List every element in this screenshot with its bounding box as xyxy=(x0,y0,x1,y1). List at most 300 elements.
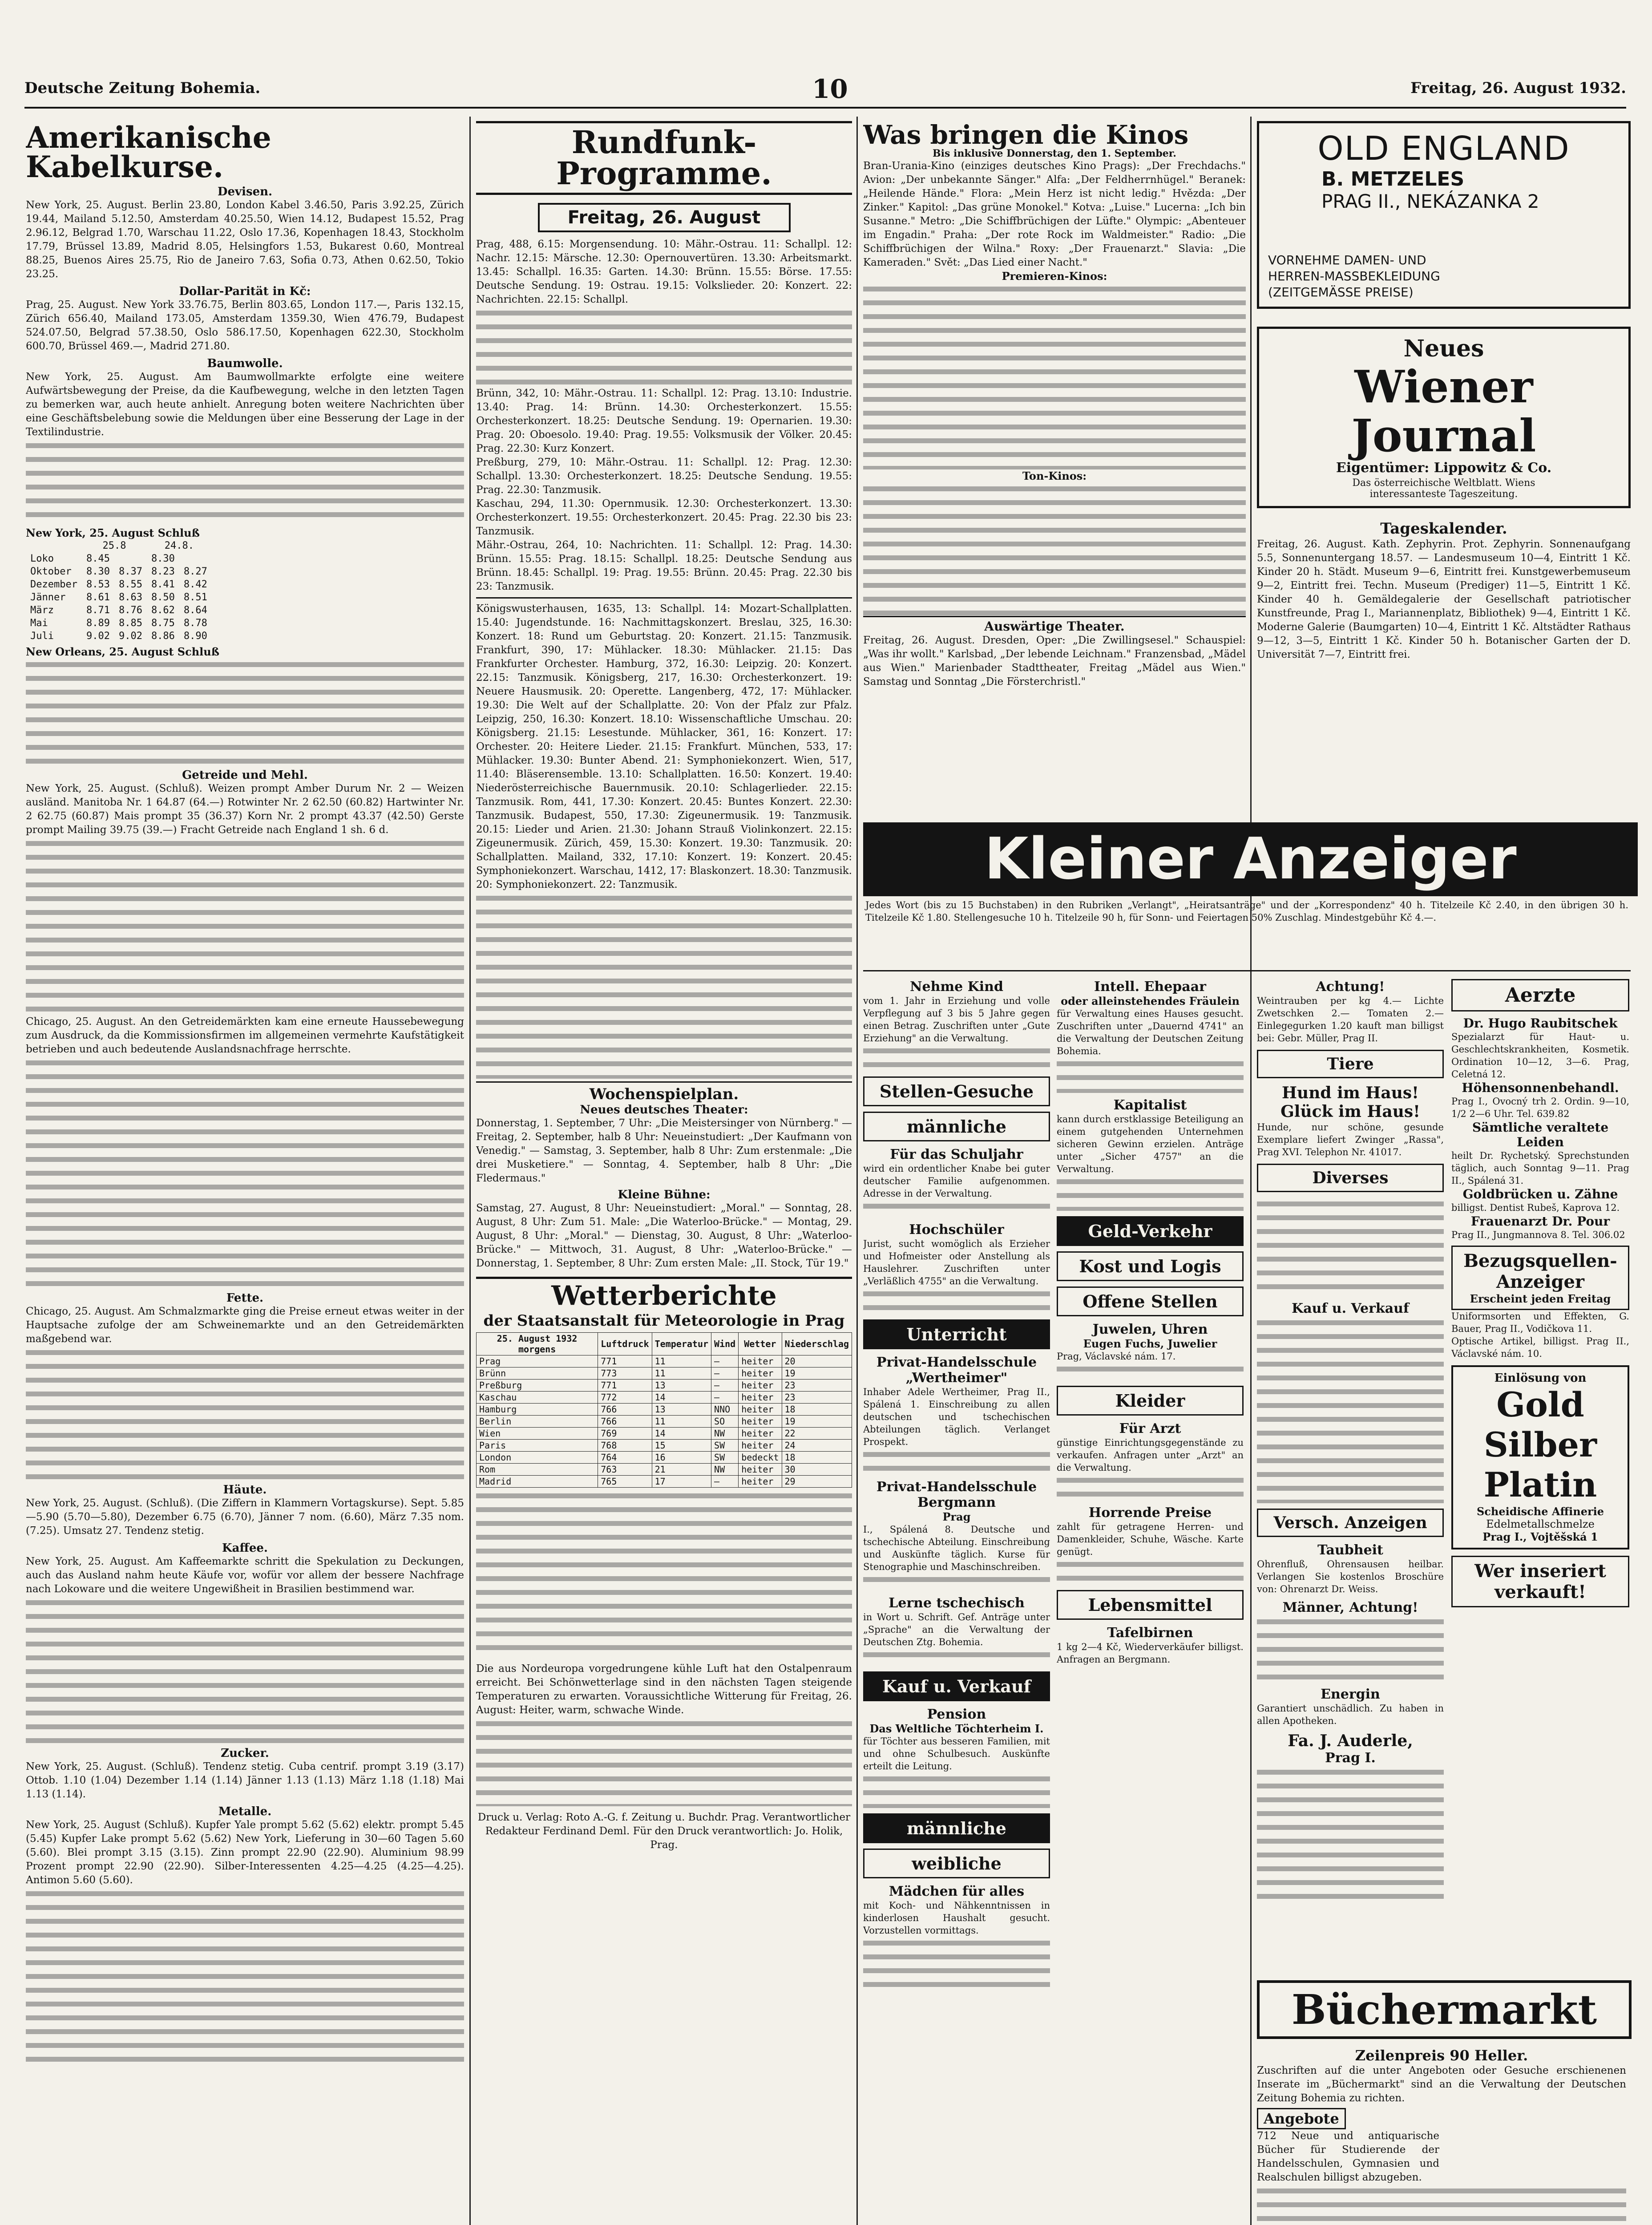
column-kinos xyxy=(863,117,1246,811)
subheading: Neues deutsches Theater: xyxy=(580,1103,748,1117)
ad-text: zahlt für getragene Herren- und Damenkleider, Schuhe, Wäsche. Karte genügt. xyxy=(1057,1521,1244,1557)
column-header: Niederschlag xyxy=(782,1333,852,1355)
ad-title: Kauf u. Verkauf xyxy=(1292,1301,1409,1316)
ad-text: für Verwaltung eines Hauses gesucht. Zuschriften unter „Dauernd 4741" an die Verwaltung der Deutschen Zeitung Bohemia. xyxy=(1057,1008,1244,1056)
table-cell xyxy=(179,552,212,565)
ad-title: Höhensonnenbehandl. xyxy=(1462,1080,1619,1095)
subheading: Kleine Bühne: xyxy=(618,1188,711,1202)
table-cell: 9.02 xyxy=(118,631,142,642)
table-cell: 8.89 xyxy=(86,618,110,629)
table-cell: — xyxy=(711,1476,739,1488)
rubric-box: männliche xyxy=(863,1112,1050,1141)
ad-title: Nehme Kind xyxy=(910,979,1003,995)
column-rule xyxy=(1250,117,1252,2225)
table-row xyxy=(477,1452,852,1464)
column-header: Luftdruck xyxy=(598,1333,652,1355)
ad-wiener-journal xyxy=(1257,327,1631,508)
table-cell: 11 xyxy=(652,1416,711,1428)
ad-owner: Eigentümer: Lippowitz & Co. xyxy=(1336,460,1552,476)
table-row xyxy=(477,1404,852,1416)
table-row xyxy=(477,1367,852,1380)
subheading: Devisen. xyxy=(217,185,273,198)
ad-text: Prag I., Ovocný trh 2. Ordin. 9—10, 1/2 2—6 Uhr. Tel. 639.82 xyxy=(1451,1096,1629,1119)
ad-block xyxy=(1257,1766,1444,1899)
ad-platin: Platin xyxy=(1483,1465,1597,1505)
ad-silber: Silber xyxy=(1483,1425,1597,1464)
ad-title: Für Arzt xyxy=(1119,1421,1181,1436)
table-cell: 11 xyxy=(652,1367,711,1380)
table-cell: 19 xyxy=(782,1416,852,1428)
weather-title: Wetterberichte xyxy=(551,1280,777,1311)
ad-block xyxy=(863,1044,1050,1071)
table-row xyxy=(477,1380,852,1392)
text-block xyxy=(1257,2185,1626,2225)
ad-block xyxy=(863,1573,1050,1591)
article-text: New York, 25. August. (Schluß). Tendenz stetig. Cuba centrif. prompt 3.19 (3.17) Ottob. 1.10 (1.04) Dezember 1.14 (1.14) Jänner 1.13 (1.13) März 1.18 (1.18) Mai 1.13 (1.14). xyxy=(26,1761,464,1800)
subheading: Wochenspielplan. xyxy=(476,1081,852,1103)
table-cell: 8.30 xyxy=(86,566,110,577)
text-block xyxy=(476,892,852,1079)
text-block xyxy=(26,1056,464,1288)
theater-text: Freitag, 26. August. Dresden, Oper: „Die Zwillingsesel." Schauspiel: „Was ihr wollt." Karlsbad, „Der lebende Leichnam." Franzensbad, „Mädel aus Wien." Marienbader Stadttheater, Freitag „Mädel aus Wien." Samstag und Sonntag „Die Försterchristl." xyxy=(863,635,1246,688)
ad-title: Wiener Journal xyxy=(1351,360,1536,462)
program-ostrau: Mähr.-Ostrau, 264, 10: Nachrichten. 11: Schallpl. 12: Prag. 14.30: Brünn. 15.55: Prag. 18.15: Schallpl. 18.25: Deutsche Sendung aus Brünn. 18.45: Schallpl. 19: Prag. 19.55: Brünn. 20.45: Prag. 22.30 bis 23: Tanzmusik. xyxy=(476,539,852,592)
angebote-label: Angebote xyxy=(1257,2108,1346,2129)
table-cell: 23 xyxy=(782,1380,852,1392)
column-right-top xyxy=(1257,117,1631,811)
table-cell: 30 xyxy=(782,1464,852,1476)
table-cell: heiter xyxy=(739,1392,782,1404)
header-paper-name: Deutsche Zeitung Bohemia. xyxy=(24,79,261,97)
table-cell: NW xyxy=(711,1464,739,1476)
table-row xyxy=(477,1428,852,1440)
table-row xyxy=(26,591,212,604)
table-cell: heiter xyxy=(739,1404,782,1416)
station-name: Brünn xyxy=(477,1367,598,1380)
row-label: Dezember xyxy=(30,579,77,590)
classified-ad xyxy=(863,1884,1050,1990)
ad-title: Kapitalist xyxy=(1113,1097,1187,1113)
ad-text: für Töchter aus besseren Familien, mit und ohne Schulbesuch. Auskünfte erteilt die Leitung. xyxy=(863,1736,1050,1772)
ad-address: Prag I., Vojtěšská 1 xyxy=(1482,1530,1598,1543)
table-cell: 13 xyxy=(652,1380,711,1392)
column-header: Wetter xyxy=(739,1333,782,1355)
bezug-subtitle: Erscheint jeden Freitag xyxy=(1470,1292,1611,1305)
program-prag: Prag, 488, 6.15: Morgensendung. 10: Mähr.-Ostrau. 11: Schallpl. 12: Nachr. 12.15: Märsche. 12.30: Opernouvertüren. 13.30: Arbeitsmarkt. 13.45: Schallpl. 16.35: Garten. 14.30: Brünn. 15.55: Börse. 17.55: Deutsche Sendung. 19: Ostrau. 19.15: Volkslieder. 20: Konzert. 22: Nachrichten. 22.15: Schallpl. xyxy=(476,239,852,305)
table-row xyxy=(477,1464,852,1476)
ad-text: wird ein ordentlicher Knabe bei guter deutscher Familie aufgenommen. Adresse in der Verwaltung. xyxy=(863,1163,1050,1199)
ad-text: Weintrauben per kg 4.— Lichte Zwetschken 2.— Tomaten 2.— Einlegegurken 1.20 kauft man billigst bei: Gebr. Müller, Prag II. xyxy=(1257,995,1444,1044)
table-cell: 14 xyxy=(652,1392,711,1404)
table-cell: heiter xyxy=(739,1367,782,1380)
ad-block xyxy=(1057,1474,1244,1501)
ad-company: Scheidische Affinerie xyxy=(1476,1505,1604,1518)
table-cell: 8.30 xyxy=(151,553,175,564)
text-block xyxy=(26,1596,464,1743)
table-cell: 771 xyxy=(598,1355,652,1367)
table-cell: 29 xyxy=(782,1476,852,1488)
column-header: 24.8. xyxy=(164,540,194,551)
text-block xyxy=(476,1717,852,1806)
ad-title: Intell. Ehepaar xyxy=(1094,979,1206,995)
table-cell: 8.78 xyxy=(183,618,207,629)
classified-ad xyxy=(863,1707,1050,1808)
article-text: Prag, 25. August. New York 33.76.75, Berlin 803.65, London 117.—, Paris 132.15, Zürich 656.40, Mailand 173.05, Amsterdam 1359.30, Wien 476.79, Budapest 524.07.50, Belgrad 57.38.50, Oslo 586.17.50, Kopenhagen 622.30, Stockholm 600.70, Brüssel 469.—, Madrid 271.80. xyxy=(26,299,464,352)
column-header: Wind xyxy=(711,1333,739,1355)
rubric-box: Kost und Logis xyxy=(1057,1251,1244,1281)
ad-title: Für das Schuljahr xyxy=(890,1147,1023,1162)
article-text: Donnerstag, 1. September, 7 Uhr: „Die Meistersinger von Nürnberg." — Freitag, 2. September, halb 8 Uhr: Neueinstudiert: „Der Kaufmann von Venedig." — Samstag, 3. September, halb 8 Uhr: Zum erstenmale: „Die drei Musketiere." — Sonntag, 4. September, halb 8 Uhr: „Die Fledermaus." xyxy=(476,1117,852,1184)
article-text: New York, 25. August. (Schluß). Weizen prompt Amber Durum Nr. 2 — Weizen ausländ. Manitoba Nr. 1 64.87 (64.—) Rotwinter Nr. 2 62.50 (60.82) Hartwinter Nr. 2 62.75 (60.87) Mais prompt 35 (36.37) Korn Nr. 2 prompt 43.37 (42.50) Gerste prompt Mailing 39.75 (39.—) Fracht Getreide nach England 1 sh. 6 d. xyxy=(26,783,464,836)
classified-ad xyxy=(863,1147,1050,1218)
table-cell: heiter xyxy=(739,1428,782,1440)
table-cell: 21 xyxy=(652,1464,711,1476)
ad-text: Hunde, nur schöne, gesunde Exemplare liefert Zwinger „Rassa", Prag XVI. Telephon Nr. 41017. xyxy=(1257,1122,1444,1157)
ad-text: billigst. Dentist Rubeš, Kaprova 12. xyxy=(1451,1202,1620,1213)
angebote-text: 712 Neue und antiquarische Bücher für Studierende der Handelsschulen, Gymnasien und Realschulen billigst abzugeben. xyxy=(1257,2130,1439,2183)
row-label: Mai xyxy=(30,618,48,629)
table-cell xyxy=(114,552,147,565)
subheading: Bis inklusive Donnerstag, den 1. September. xyxy=(933,148,1176,159)
table-cell: — xyxy=(711,1380,739,1392)
program-kaschau: Kaschau, 294, 11.30: Opernmusik. 12.30: Orchesterkonzert. 13.30: Orchesterkonzert. 19.55: Orchesterkonzert. 20.45: Prag. 22.30 bis 23: Tanzmusik. xyxy=(476,498,852,537)
ad-text: vom 1. Jahr in Erziehung und volle Verpflegung auf 3 bis 5 Jahre gegen einen Betrag. Zuschriften unter „Gute Erziehung" an die Verwaltung. xyxy=(863,995,1050,1044)
rubric-box: Offene Stellen xyxy=(1057,1286,1244,1316)
table-row xyxy=(26,630,212,643)
table-cell: 19 xyxy=(782,1367,852,1380)
ad-text: in Wort u. Schrift. Gef. Anträge unter „Sprache" an die Verwaltung der Deutschen Ztg. Bohemia. xyxy=(863,1612,1050,1647)
rubric-box xyxy=(1451,1246,1629,1310)
ad-title: Energin xyxy=(1321,1687,1380,1702)
subheading: Fette. xyxy=(226,1291,264,1305)
ad-top: Neues xyxy=(1403,335,1484,362)
article-text: Chicago, 25. August. An den Getreidemärkten kam eine erneute Haussebewegung zum Ausdruck, da die Kommissionsfirmen im allgemeinen vermehrte Kaufstätigkeit betrieben und auch bedeutende Auslandsnachfrage herrschte. xyxy=(26,1016,464,1055)
table-cell: 8.86 xyxy=(151,631,175,642)
ad-block xyxy=(863,1448,1050,1475)
kleiner-anzeiger-banner: Kleiner Anzeiger xyxy=(863,822,1638,896)
table-cell: 771 xyxy=(598,1380,652,1392)
ad-title: OLD ENGLAND xyxy=(1317,129,1570,168)
table-row xyxy=(477,1355,852,1367)
row-label: März xyxy=(30,605,54,616)
table-cell: heiter xyxy=(739,1440,782,1452)
tariff-text: Jedes Wort (bis zu 15 Buchstaben) in den Rubriken „Verlangt", „Heiratsanträge" und der „Korrespondenz" 40 h. Titelzeile Kč 2.40, in den übrigen 30 h. Titelzeile Kč 1.80. Stellengesuche 10 h. Titelzeile 90 h, für Sonn- und Feiertagen 50% Zuschlag. Mindestgebühr Kč 4.—. xyxy=(865,900,1628,923)
ad-title: Horrende Preise xyxy=(1088,1505,1212,1521)
station-name: Preßburg xyxy=(477,1380,598,1392)
rubric-box: Tiere xyxy=(1257,1050,1444,1078)
ad-title: Lerne tschechisch xyxy=(889,1595,1025,1611)
table-cell: 24 xyxy=(782,1440,852,1452)
classified-ad xyxy=(1057,1322,1244,1380)
table-row xyxy=(26,617,212,630)
ad-block xyxy=(863,1772,1050,1808)
ad-title: Hund im Haus! Glück im Haus! xyxy=(1280,1084,1420,1121)
bezug-title: Bezugsquellen-Anzeiger xyxy=(1463,1250,1617,1292)
ad-text: Jurist, sucht womöglich als Erzieher und Hofmeister oder Anstellung als Hauslehrer. Zuschriften unter „Verläßlich 4755" an die Verwaltung. xyxy=(863,1238,1050,1286)
ad-title: Tafelbirnen xyxy=(1107,1625,1193,1641)
table-cell: 763 xyxy=(598,1464,652,1476)
table-cell: 8.76 xyxy=(118,605,142,616)
table-block xyxy=(26,658,464,765)
broadcast-date: Freitag, 26. August xyxy=(538,203,791,232)
ad-block xyxy=(863,1648,1050,1666)
section-title: Rundfunk-Programme. xyxy=(556,124,772,192)
column-header: Temperatur xyxy=(652,1333,711,1355)
table-cell: heiter xyxy=(739,1464,782,1476)
divider xyxy=(476,597,852,599)
station-name: Madrid xyxy=(477,1476,598,1488)
table-row xyxy=(26,604,212,617)
table-cell: NNO xyxy=(711,1404,739,1416)
weather-subtitle: der Staatsanstalt für Meteorologie in Prag xyxy=(483,1312,845,1330)
station-name: London xyxy=(477,1452,598,1464)
ad-text: mit Koch- und Nähkenntnissen in kinderlosen Haushalt gesucht. Vorzustellen vormittags. xyxy=(863,1900,1050,1936)
table-cell: 8.61 xyxy=(86,592,110,603)
ad-text: günstige Einrichtungsgegenstände zu verkaufen. Anfragen unter „Arzt" an die Verwaltung. xyxy=(1057,1437,1244,1473)
text-block xyxy=(476,307,852,387)
ad-text: Ohrenfluß, Ohrensausen heilbar. Verlangen Sie kostenlos Broschüre von: Ohrenarzt Dr. Weiss. xyxy=(1257,1559,1444,1594)
ad-top: Einlösung von xyxy=(1494,1371,1587,1385)
column-rule xyxy=(469,117,471,2225)
article-text: New York, 25. August. Am Kaffeemarkte schritt die Spekulation zu Deckungen, auch das Ausland nahm heute Käufe vor, wofür vor allem der bessere Nachfrage nach Lokoware und die weitere Ungewißheit in Brasilien bestimmend war. xyxy=(26,1556,464,1595)
text-block xyxy=(26,837,464,1015)
table-cell: 766 xyxy=(598,1416,652,1428)
column-rundfunk xyxy=(476,117,852,2225)
table-cell: 8.45 xyxy=(86,553,110,564)
ad-text: Prag II., Jungmannova 8. Tel. 306.02 xyxy=(1451,1230,1625,1240)
ad-block xyxy=(1257,1615,1444,1687)
station-name: Kaschau xyxy=(477,1392,598,1404)
ad-text: I., Spálená 8. Deutsche und tschechische Abteilung. Einschreibung und Auskünfte täglich. Kurse für Stenographie und Maschinschreiben. xyxy=(863,1524,1050,1572)
table-row xyxy=(26,578,212,591)
table-cell: 8.42 xyxy=(183,579,207,590)
subheading: Dollar-Parität in Kč: xyxy=(179,285,311,298)
table-cell: 16 xyxy=(652,1452,711,1464)
table-cell: heiter xyxy=(739,1355,782,1367)
ad-text: Das österreichische Weltblatt. Wiens interessanteste Tageszeitung. xyxy=(1352,477,1535,500)
subheading: Kaffee. xyxy=(222,1541,268,1555)
subheading: Zeilenpreis 90 Heller. xyxy=(1355,2047,1528,2064)
weather-date: 25. August 1932 morgens xyxy=(477,1333,598,1355)
ad-owner: B. METZELES xyxy=(1321,168,1465,190)
subheading: Getreide und Mehl. xyxy=(182,769,308,782)
page-header xyxy=(24,74,1626,109)
station-name: Rom xyxy=(477,1464,598,1476)
rubric-box: Kauf u. Verkauf xyxy=(863,1671,1050,1701)
column-header: 25.8 xyxy=(102,540,126,551)
row-label: Jänner xyxy=(30,592,66,603)
table-heading: New Orleans, 25. August Schluß xyxy=(26,645,219,658)
weather-table xyxy=(476,1332,852,1488)
table-cell: 8.85 xyxy=(118,618,142,629)
ad-block xyxy=(1057,1363,1244,1380)
table-cell: 8.41 xyxy=(151,579,175,590)
ad-title: Privat-Handelsschule Bergmann xyxy=(876,1479,1037,1510)
table-cell: 8.51 xyxy=(183,592,207,603)
rubric-box: Diverses xyxy=(1257,1164,1444,1192)
section-title: Amerikanische Kabelkurse. xyxy=(26,120,271,184)
table-cell: — xyxy=(711,1367,739,1380)
program-bruenn: Brünn, 342, 10: Mähr.-Ostrau. 11: Schallpl. 12: Prag. 13.10: Industrie. 13.40: Prag. 14: Brünn. 14.30: Orchesterkonzert. 15.55: Orchesterkonzert. 18.25: Deutsche Sendung. 19: Opernarien. 19.30: Prag. 20: Oboesolo. 19.40: Prag. 19.55: Volksmusik der Völker. 20.45: Prag. 22.30: Kurz Konzert. xyxy=(476,388,852,454)
row-label: Loko xyxy=(30,553,54,564)
column-kabelkurse xyxy=(26,117,464,2225)
subheading: Metalle. xyxy=(218,1805,272,1818)
cotton-table xyxy=(26,539,212,643)
subheading: Zucker. xyxy=(221,1747,269,1760)
ad-address: PRAG II., NEKÁZANKA 2 xyxy=(1321,190,1539,212)
table-cell: 15 xyxy=(652,1440,711,1452)
table-cell: 769 xyxy=(598,1428,652,1440)
table-row xyxy=(477,1440,852,1452)
ad-block xyxy=(1057,1057,1244,1093)
table-cell: 8.71 xyxy=(86,605,110,616)
program-pressburg: Preßburg, 279, 10: Mähr.-Ostrau. 11: Schallpl. 12: Prag. 12.30: Schallpl. 13.30: Orchesterkonzert. 18.25: Deutsche Sendung. 19.55: Prag. 22.30: Tanzmusik. xyxy=(476,457,852,496)
table-cell: 773 xyxy=(598,1367,652,1380)
table-cell: 8.27 xyxy=(183,566,207,577)
table-row xyxy=(26,552,212,565)
article-text: New York, 25. August. Berlin 23.80, London Kabel 3.46.50, Paris 3.92.25, Zürich 19.44, Mailand 5.12.50, Amsterdam 40.25.50, Wien 14.12, Budapest 15.52, Prag 2.96.12, Belgrad 1.70, Warschau 11.22, Oslo 17.36, Kopenhagen 18.43, Stockholm 17.79, Brüssel 13.89, Madrid 8.05, Helsingfors 1.53, Bukarest 0.60, Montreal 88.25, Buenos Aires 25.75, Rio de Janeiro 7.63, Sofia 0.73, Athen 0.62.50, Tokio 23.25. xyxy=(26,199,464,280)
classified-ad xyxy=(863,1595,1050,1666)
ad-text: Uniformsorten und Effekten, G. Bauer, Prag II., Vodičkova 11. xyxy=(1451,1311,1629,1334)
text-block xyxy=(26,1346,464,1480)
ad-block xyxy=(1257,1197,1444,1295)
ad-text: Garantiert unschädlich. Zu haben in allen Apotheken. xyxy=(1257,1703,1444,1726)
table-cell: 8.23 xyxy=(151,566,175,577)
rubric-box: Geld-Verkehr xyxy=(1057,1216,1244,1246)
divider xyxy=(863,970,1631,971)
text-block xyxy=(863,283,1246,469)
table-cell: SO xyxy=(711,1416,739,1428)
buechermarkt-section xyxy=(1257,2047,1626,2225)
table-cell: 23 xyxy=(782,1392,852,1404)
ad-block xyxy=(1057,1175,1244,1211)
ad-title: Achtung! xyxy=(1316,979,1385,995)
rubric-box: Unterricht xyxy=(863,1319,1050,1349)
rubric-box: Kleider xyxy=(1057,1386,1244,1416)
table-row xyxy=(477,1392,852,1404)
classified-ad xyxy=(863,1479,1050,1591)
classified-ad xyxy=(863,979,1050,1071)
table-cell: bedeckt xyxy=(739,1452,782,1464)
table-cell: SW xyxy=(711,1452,739,1464)
table-cell: 766 xyxy=(598,1404,652,1416)
rubric-box: männliche xyxy=(863,1813,1050,1843)
table-cell: 11 xyxy=(652,1355,711,1367)
calendar-text: Freitag, 26. August. Kath. Zephyrin. Prot. Zephyrin. Sonnenaufgang 5.5, Sonnenuntergang 18.57. — Landesmuseum 10—4, Eintritt 1 Kč. Kinder 20 h. Städt. Museum 9—6, Eintritt frei. Kunstgewerbemuseum 9—2, Eintritt frei. Techn. Museum (Prediger) 11—5, Eintritt 1 Kč. Kinder 40 h. Gemäldegalerie der Gesellschaft patriotischer Kunstfreunde, Prag I., Mariannenplatz, Bibliothek) 9—4, Eintritt 1 Kč. Moderne Galerie (Baumgarten) 10—4, Eintritt 1 Kč. Altstädter Rathaus 9—12, 3—5, Eintritt 1 Kč. Kinder 50 h. Botanischer Garten der D. Universität 7—7, Eintritt frei. xyxy=(1257,538,1631,660)
classified-ad xyxy=(1057,1421,1244,1501)
ad-text: Optische Artikel, billigst. Prag II., Václavské nám. 10. xyxy=(1451,1336,1629,1359)
table-cell: heiter xyxy=(739,1416,782,1428)
ad-text: Spezialarzt für Haut- u. Geschlechtskrankheiten, Kosmetik. Ordination 10—12, 3—6. Prag, Celetná 12. xyxy=(1451,1032,1629,1080)
ad-old-england xyxy=(1257,121,1631,309)
ad-gold: Gold xyxy=(1496,1385,1584,1424)
table-cell: 20 xyxy=(782,1355,852,1367)
table-heading: New York, 25. August Schluß xyxy=(26,526,200,539)
classified-ad xyxy=(1057,1097,1244,1211)
table-row xyxy=(477,1476,852,1488)
table-cell: 17 xyxy=(652,1476,711,1488)
ad-block xyxy=(1057,1558,1244,1585)
weather-table-block xyxy=(476,1489,852,1659)
row-label: Juli xyxy=(30,631,54,642)
station-name: Prag xyxy=(477,1355,598,1367)
station-name: Wien xyxy=(477,1428,598,1440)
ad-block xyxy=(1257,1316,1444,1503)
ad-title: Männer, Achtung! xyxy=(1282,1600,1418,1615)
station-name: Paris xyxy=(477,1440,598,1452)
ad-title: Taubheit xyxy=(1317,1542,1383,1558)
ad-title: Fa. J. Auderle, xyxy=(1288,1731,1413,1750)
article-text: Samstag, 27. August, 8 Uhr: Neueinstudiert: „Moral." — Sonntag, 28. August, 8 Uhr: Zum 51. Male: „Die Waterloo-Brücke." — Montag, 29. August, 8 Uhr: „Moral." — Dienstag, 30. August, 8 Uhr: „Waterloo-Brücke." — Mittwoch, 31. August, 8 Uhr: „Waterloo-Brücke." — Donnerstag, 1. September, 8 Uhr: Zum ersten Male: „II. Stock, Tür 19." xyxy=(476,1202,852,1269)
ad-gold-silber-platin xyxy=(1451,1365,1629,1549)
table-cell: 8.53 xyxy=(86,579,110,590)
table-cell: 8.55 xyxy=(118,579,142,590)
table-cell: heiter xyxy=(739,1476,782,1488)
table-cell: 765 xyxy=(598,1476,652,1488)
table-cell: 22 xyxy=(782,1428,852,1440)
article-text: Chicago, 25. August. Am Schmalzmarkte ging die Preise erneut etwas weiter in der Hauptsache zufolge der am Schweinemarkte und an den Getreidemärkten maßgebend war. xyxy=(26,1306,464,1345)
buechermarkt-box: Büchermarkt xyxy=(1257,1980,1632,2039)
ad-text: Inhaber Adele Wertheimer, Prag II., Spálená 1. Einschreibung zu allen deutschen und tschechischen Abteilungen täglich. Verlanget Prospekt. xyxy=(863,1387,1050,1447)
station-name: Berlin xyxy=(477,1416,598,1428)
ad-subtitle: oder alleinstehendes Fräulein xyxy=(1061,995,1240,1007)
table-cell: 764 xyxy=(598,1452,652,1464)
ad-title: Privat-Handelsschule „Wertheimer" xyxy=(876,1355,1037,1386)
text-block xyxy=(863,482,1246,616)
ad-text: kann durch erstklassige Beteiligung an einem gutgehenden Unternehmen sicheren Gewinn erzielen. Anträge unter „Sicher 4757" an die Verwaltung. xyxy=(1057,1114,1244,1174)
table-cell: 8.62 xyxy=(151,605,175,616)
classified-ad xyxy=(863,1222,1050,1314)
section-title: Was bringen die Kinos xyxy=(863,120,1189,150)
table-cell: 8.37 xyxy=(118,566,142,577)
ad-title: Dr. Hugo Raubitschek xyxy=(1463,1016,1618,1031)
classified-ad xyxy=(863,1355,1050,1475)
ad-title: Frauenarzt Dr. Pour xyxy=(1470,1214,1610,1229)
wer-inseriert-box: Wer inseriert verkauft! xyxy=(1451,1556,1629,1607)
subheading: Premieren-Kinos: xyxy=(1002,270,1107,283)
ad-title: Mädchen für alles xyxy=(889,1884,1025,1899)
column-rule xyxy=(856,117,858,2225)
subheading: Häute. xyxy=(223,1483,267,1497)
ad-text: Prag, Václavské nám. 17. xyxy=(1057,1351,1176,1362)
subheading: Ton-Kinos: xyxy=(1022,469,1087,482)
ad-company-sub: Edelmetallschmelze xyxy=(1486,1518,1595,1530)
ad-block xyxy=(863,1287,1050,1314)
rubric-box: Aerzte xyxy=(1451,979,1629,1011)
ad-subtitle: Das Weltliche Töchterheim I. xyxy=(869,1722,1044,1735)
ad-title: Juwelen, Uhren xyxy=(1092,1322,1208,1337)
header-date: Freitag, 26. August 1932. xyxy=(1410,79,1626,97)
table-cell: heiter xyxy=(739,1380,782,1392)
program-foreign: Königswusterhausen, 1635, 13: Schallpl. 14: Mozart-Schallplatten. 15.40: Jugendstunde. 16: Nachmittagskonzert. Breslau, 325, 16.30: Konzert. 18: Rund um Geburtstag. 20: Konzert. 21.15: Tanzmusik. Frankfurt, 390, 17: Mühlacker. 18.30: Mühlacker. 21.15: Das Frankfurter Orchester. Hamburg, 372, 16.30: Leipzig. 20: Konzert. 22.15: Tanzmusik. Königsberg, 217, 16.30: Orchesterkonzert. 19: Neuere Hausmusik. 20: Operette. Langenberg, 472, 17: Mühlacker. 19.30: Die Welt auf der Schallplatte. 20: Von der Pfalz zur Pfalz. Leipzig, 250, 16.30: Konzert. 18.10: Wissenschaftliche Umschau. 20: Königsberg. 21.15: Lesestunde. Mühlacker, 361, 16: Konzert. 17: Orchester. 20: Heitere Lieder. 21.15: Frankfurt. München, 533, 17: Mühlacker. 19.30: Bunter Abend. 21: Symphoniekonzert. Wien, 517, 11.40: Bläserensemble. 13.10: Schallplatten. 16.50: Konzert. 19.40: Niederösterreichische Bauernmusik. 20.10: Schlagerlieder. 22.15: Tanzmusik. Rom, 441, 17.30: Konzert. 20.45: Buntes Konzert. 22.30: Tanzmusik. Budapest, 550, 17.30: Zigeunermusik. 19: Tanzmusik. 20.15: Lieder und Arien. 21.30: Johann Strauß Violinkonzert. 22.15: Zigeunermusik. Zürich, 459, 15.30: Konzert. 19.30: Tanzmusik. 20: Schallplatten. Mailand, 332, 17.10: Konzert. 19: Konzert. 20.45: Symphoniekonzert. Warschau, 1412, 17: Blaskonzert. 18.30: Tanzmusik. 20: Symphoniekonzert. 22: Tanzmusik. xyxy=(476,603,852,890)
table-cell: — xyxy=(711,1355,739,1367)
classified-ad xyxy=(1057,979,1244,1093)
classified-column-b xyxy=(1057,979,1244,2225)
row-label: Oktober xyxy=(30,566,72,577)
subheading: Baumwolle. xyxy=(207,357,283,370)
table-cell: 8.63 xyxy=(118,592,142,603)
table-cell: 8.50 xyxy=(151,592,175,603)
rubric-box: weibliche xyxy=(863,1849,1050,1878)
table-cell: 768 xyxy=(598,1440,652,1452)
ad-subtitle: Eugen Fuchs, Juwelier xyxy=(1083,1337,1217,1350)
ad-text: 1 kg 2—4 Kč, Wiederverkäufer billigst. Anfragen an Bergmann. xyxy=(1057,1642,1244,1665)
ad-title: Sämtliche veraltete Leiden xyxy=(1472,1120,1609,1149)
ad-block xyxy=(863,1200,1050,1218)
table-cell: 9.02 xyxy=(86,631,110,642)
ad-text: VORNEHME DAMEN- UND HERREN-MASSBEKLEIDUNG (ZEITGEMÄSSE PREISE) xyxy=(1268,253,1440,299)
table-cell: 8.75 xyxy=(151,618,175,629)
